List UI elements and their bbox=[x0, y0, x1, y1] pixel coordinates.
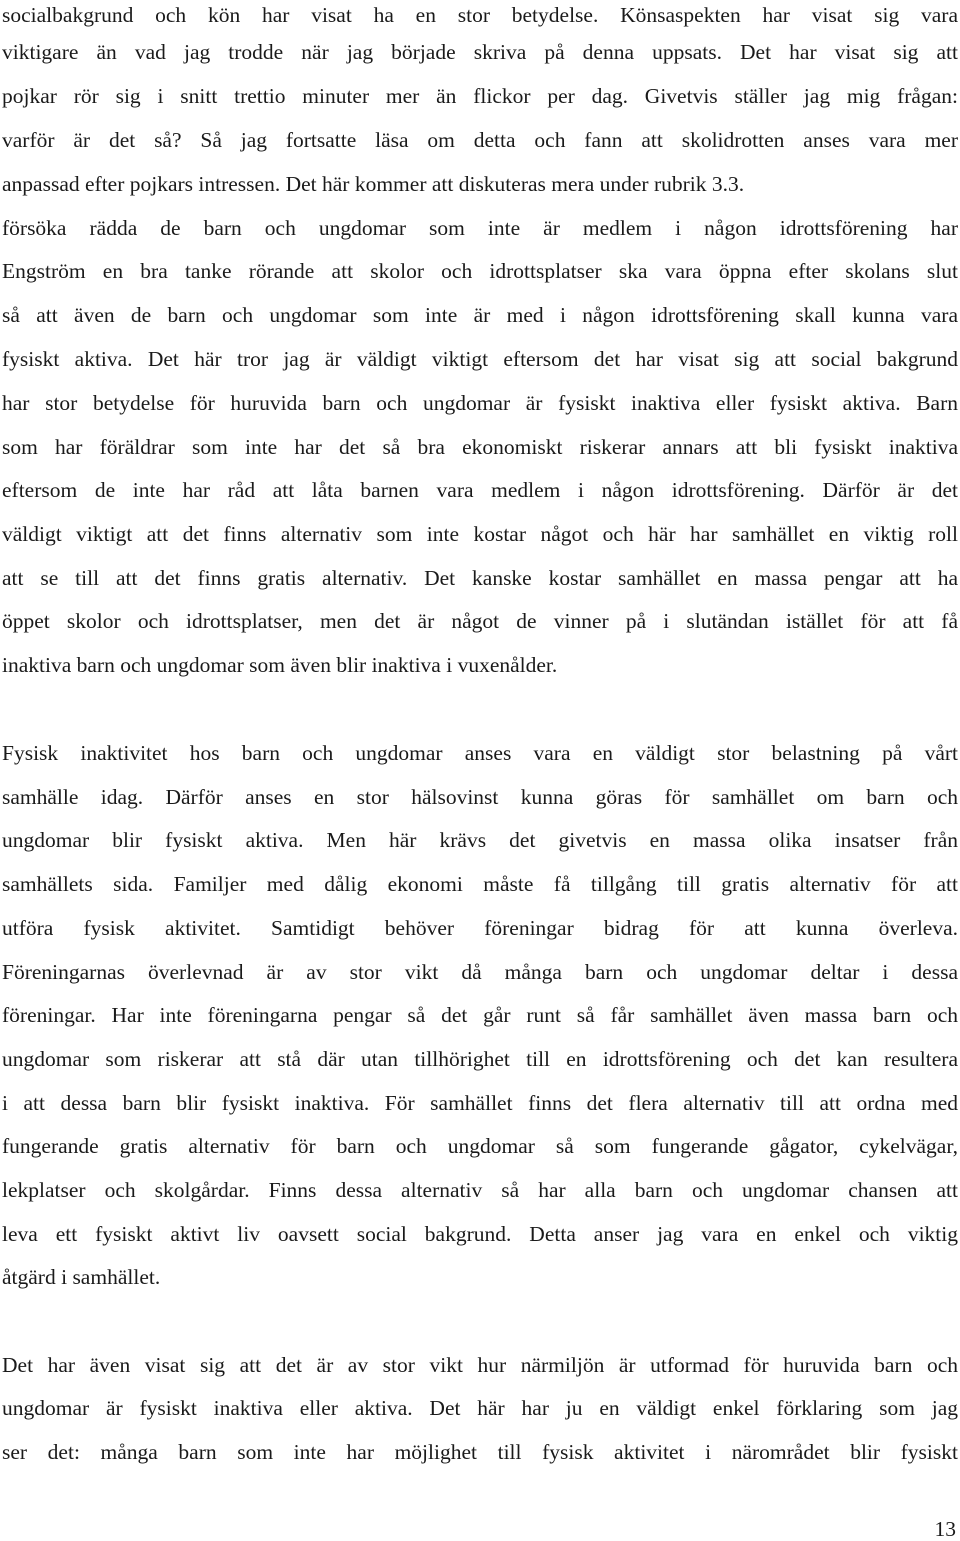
text-line: att se till att det finns gratis alternativ. Det kanske kostar samhället en massa pengar att ha bbox=[2, 566, 958, 590]
text-line: leva ett fysiskt aktivt liv oavsett social bakgrund. Detta anser jag vara en enkel och viktig bbox=[2, 1222, 958, 1246]
text-line: Föreningarnas överlevnad är av stor vikt då många barn och ungdomar deltar i dessa bbox=[2, 960, 958, 984]
text-line: lekplatser och skolgårdar. Finns dessa alternativ så har alla barn och ungdomar chansen att bbox=[2, 1178, 958, 1202]
page-number: 13 bbox=[934, 1517, 956, 1541]
text-line: samhällets sida. Familjer med dålig ekonomi måste få tillgång till gratis alternativ för att bbox=[2, 872, 958, 896]
text-line: utföra fysisk aktivitet. Samtidigt behöver föreningar bidrag för att kunna överleva. bbox=[2, 916, 958, 940]
text-line: i att dessa barn blir fysiskt inaktiva. För samhället finns det flera alternativ till att ordna med bbox=[2, 1091, 958, 1115]
text-line: socialbakgrund och kön har visat ha en stor betydelse. Könsaspekten har visat sig vara bbox=[2, 3, 958, 27]
text-line: varför är det så? Så jag fortsatte läsa om detta och fann att skolidrotten anses vara mer bbox=[2, 128, 958, 152]
text-line: fysiskt aktiva. Det här tror jag är väldigt viktigt eftersom det har visat sig att social bakgrund bbox=[2, 347, 958, 371]
text-line: ser det: många barn som inte har möjlighet till fysisk aktivitet i närområdet blir fysiskt bbox=[2, 1440, 958, 1464]
text-line: har stor betydelse för huruvida barn och ungdomar är fysiskt inaktiva eller fysiskt aktiva. Barn bbox=[2, 391, 958, 415]
text-line: pojkar rör sig i snitt trettio minuter mer än flickor per dag. Givetvis ställer jag mig frågan: bbox=[2, 84, 958, 108]
text-line: åtgärd i samhället. bbox=[2, 1265, 161, 1289]
text-line: så att även de barn och ungdomar som inte är med i någon idrottsförening skall kunna vara bbox=[2, 303, 958, 327]
text-line: försöka rädda de barn och ungdomar som inte är medlem i någon idrottsförening har bbox=[2, 216, 958, 240]
text-line bbox=[2, 169, 958, 199]
text-line: inaktiva barn och ungdomar som även blir inaktiva i vuxenålder. bbox=[2, 653, 558, 677]
text-line: Det har även visat sig att det är av stor vikt hur närmiljön är utformad för huruvida barn och bbox=[2, 1353, 958, 1377]
text-line: ungdomar blir fysiskt aktiva. Men här krävs det givetvis en massa olika insatser från bbox=[2, 828, 958, 852]
text-line: väldigt viktigt att det finns alternativ som inte kostar något och här har samhället en viktig roll bbox=[2, 522, 958, 546]
text-line: ungdomar som riskerar att stå där utan tillhörighet till en idrottsförening och det kan resultera bbox=[2, 1047, 958, 1071]
text-line: Engström en bra tanke rörande att skolor och idrottsplatser ska vara öppna efter skolans slut bbox=[2, 259, 958, 283]
text-line: viktigare än vad jag trodde när jag började skriva på denna uppsats. Det har visat sig att bbox=[2, 40, 958, 64]
text-line: öppet skolor och idrottsplatser, men det är något de vinner på i slutändan istället för att få bbox=[2, 609, 958, 633]
text-line: som har föräldrar som inte har det så bra ekonomiskt riskerar annars att bli fysiskt inaktiva bbox=[2, 435, 958, 459]
text-line: eftersom de inte har råd att låta barnen vara medlem i någon idrottsförening. Därför är det bbox=[2, 478, 958, 502]
text-line: ungdomar är fysiskt inaktiva eller aktiva. Det här har ju en väldigt enkel förklaring som jag bbox=[2, 1396, 958, 1420]
text-line: samhälle idag. Därför anses en stor hälsovinst kunna göras för samhället om barn och bbox=[2, 785, 958, 809]
text-line: fungerande gratis alternativ för barn och ungdomar så som fungerande gågator, cykelvägar, bbox=[2, 1134, 958, 1158]
text-segment: anpassad efter pojkars intressen. Det här kommer att diskuteras mera under rubrik 3.3. bbox=[2, 172, 745, 196]
text-line: föreningar. Har inte föreningarna pengar så det går runt så får samhället även massa barn och bbox=[2, 1003, 958, 1027]
text-line: Fysisk inaktivitet hos barn och ungdomar anses vara en väldigt stor belastning på vårt bbox=[2, 741, 958, 765]
